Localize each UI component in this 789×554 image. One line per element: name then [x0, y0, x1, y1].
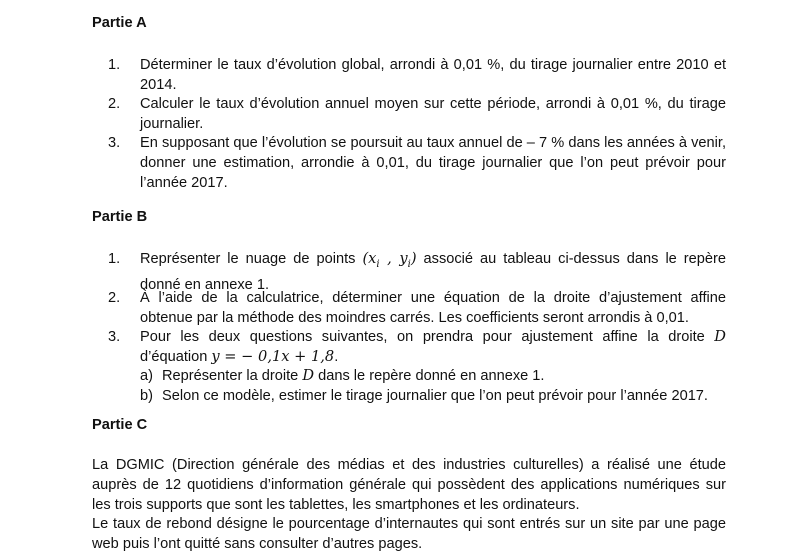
item-text: Déterminer le taux d’évolution global, arrondi à 0,01 %, du tirage journalier entre 2010 et 2014. — [140, 57, 726, 93]
item-number: 1. — [108, 251, 121, 267]
partie-b-item-3 — [108, 327, 726, 367]
subitem-text: Représenter la droite D dans le repère donné en annexe 1. — [162, 367, 545, 384]
item-number: 1. — [108, 57, 121, 73]
subitem-label: a) — [140, 368, 153, 384]
item-text: En supposant que l’évolution se poursuit au taux annuel de – 7 % dans les années à venir, donner une estimation, arrondie à 0,01, du tirage journalier que l’on peut prévoir pour l’année 2017. — [140, 135, 726, 191]
equation: y = − 0,1x + 1,8 — [211, 348, 335, 365]
item-number: 2. — [108, 96, 121, 112]
line-d-symbol: D — [714, 328, 726, 345]
partie-a-item-2 — [108, 94, 726, 134]
partie-b-item-1 — [108, 249, 726, 293]
partie-c-paragraph-1: La DGMIC (Direction générale des médias et des industries culturelles) a réalisé une étude auprès de 12 quotidiens d’information générale qui possèdent des applications numériques sur les trois supports que sont les tablettes, les smartphones et les ordinateurs. — [92, 457, 726, 513]
item-number: 2. — [108, 290, 121, 306]
subitem-text: Selon ce modèle, estimer le tirage journalier que l’on peut prévoir pour l’année 2017. — [162, 388, 708, 404]
partie-b-item-2 — [108, 288, 726, 328]
item-text: Calculer le taux d’évolution annuel moyen sur cette période, arrondi à 0,01 %, du tirage journalier. — [140, 96, 726, 132]
item-text: Pour les deux questions suivantes, on prendra pour ajustement affine la droite D d’équation y = − 0,1x + 1,8. — [140, 328, 726, 365]
partie-c-heading: Partie C — [92, 417, 148, 433]
item-text: Représenter le nuage de points ($x_i$ , $y_i$) associé au tableau ci-dessus dans le repère donné en annexe 1. — [140, 250, 726, 293]
subitem-label: b) — [140, 388, 153, 404]
line-d-symbol: D — [302, 367, 315, 384]
point-notation: ($x_i$ , $y_i$) — [362, 250, 417, 270]
item-text: À l’aide de la calculatrice, déterminer une équation de la droite d’ajustement affine obtenue par la méthode des moindres carrés. Les coefficients seront arrondis à 0,01. — [140, 290, 726, 326]
item-number: 3. — [108, 329, 121, 345]
partie-a-item-1 — [108, 55, 726, 95]
partie-b-heading: Partie B — [92, 209, 148, 225]
partie-a-item-3 — [108, 133, 726, 193]
partie-c-paragraph-2: Le taux de rebond désigne le pourcentage d’internautes qui sont entrés sur un site par une page web puis l’ont quitté sans consulter d’autres pages. — [92, 516, 726, 552]
item-number: 3. — [108, 135, 121, 151]
partie-a-heading: Partie A — [92, 15, 147, 31]
partie-b-subitem-a — [140, 366, 726, 386]
partie-b-subitem-b — [140, 386, 726, 406]
